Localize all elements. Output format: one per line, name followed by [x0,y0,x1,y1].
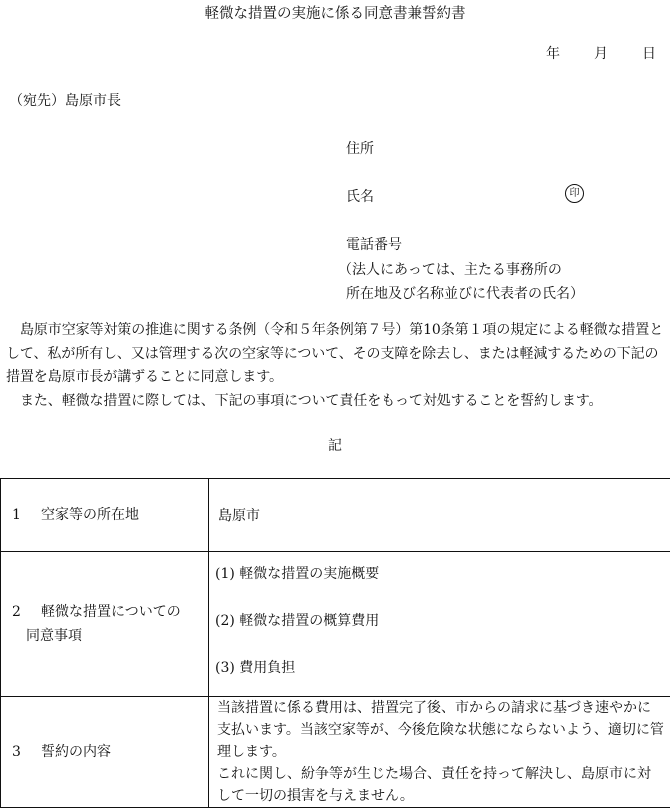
date-year: 年 [546,43,560,63]
table-row [1,552,670,697]
row3-value-cell [209,697,670,808]
row2-number: 2 [12,600,41,624]
body-paragraph-2: また、軽微な措置に際しては、下記の事項について責任をもって対処することを誓約します。 [6,390,670,414]
date-day: 日 [642,43,656,63]
list-item: (1) 軽微な措置の実施概要 [215,551,670,598]
row2-label-line1: 軽微な措置についての [41,604,181,620]
table-row [1,697,670,808]
row2-label-line2: 同意事項 [12,628,82,644]
date-month: 月 [594,43,608,63]
body-paragraph-1: 島原市空家等対策の推進に関する条例（令和５年条例第７号）第10条第１項の規定による軽微な措置として、私が所有し、又は管理する次の空家等について、その支障を除去し、または軽減するための下記の措置を島原市長が講ずることに同意します。 [6,319,670,390]
body-text [6,319,670,413]
row3-number: 3 [12,740,41,764]
date-line [546,43,656,63]
row3-label: 誓約の内容 [41,744,111,760]
row2-value-cell [209,552,670,697]
row1-number: 1 [12,503,41,527]
row1-label-cell [1,479,209,552]
row1-value: 島原市 [209,505,670,525]
seal-mark: 印 [565,184,584,203]
list-item: (3) 費用負担 [215,645,670,692]
address-label: 住所 [346,138,374,158]
name-label: 氏名 [346,186,374,206]
row3-label-cell [1,697,209,808]
addressee: （宛先）島原市長 [9,90,121,110]
corporate-note-line1: （法人にあっては、主たる事務所の [338,259,562,279]
ki-heading: 記 [0,435,670,455]
row1-label: 空家等の所在地 [41,507,139,523]
oath-paragraph-2: これに関し、紛争等が生じた場合、責任を持って解決し、島原市に対して一切の損害を与えません。 [217,763,664,807]
table-row [1,479,670,552]
row1-value-cell [209,479,670,552]
document-title: 軽微な措置の実施に係る同意書兼誓約書 [0,2,670,23]
oath-paragraph-1: 当該措置に係る費用は、措置完了後、市からの請求に基づき速やかに支払います。当該空家等が、今後危険な状態にならないよう、適切に管理します。 [217,697,664,763]
corporate-note-line2: 所在地及び名称並びに代表者の氏名） [346,283,584,303]
list-item: (2) 軽微な措置の概算費用 [215,598,670,645]
phone-label: 電話番号 [346,234,402,254]
row2-label-cell [1,552,209,697]
items-table [0,478,670,808]
